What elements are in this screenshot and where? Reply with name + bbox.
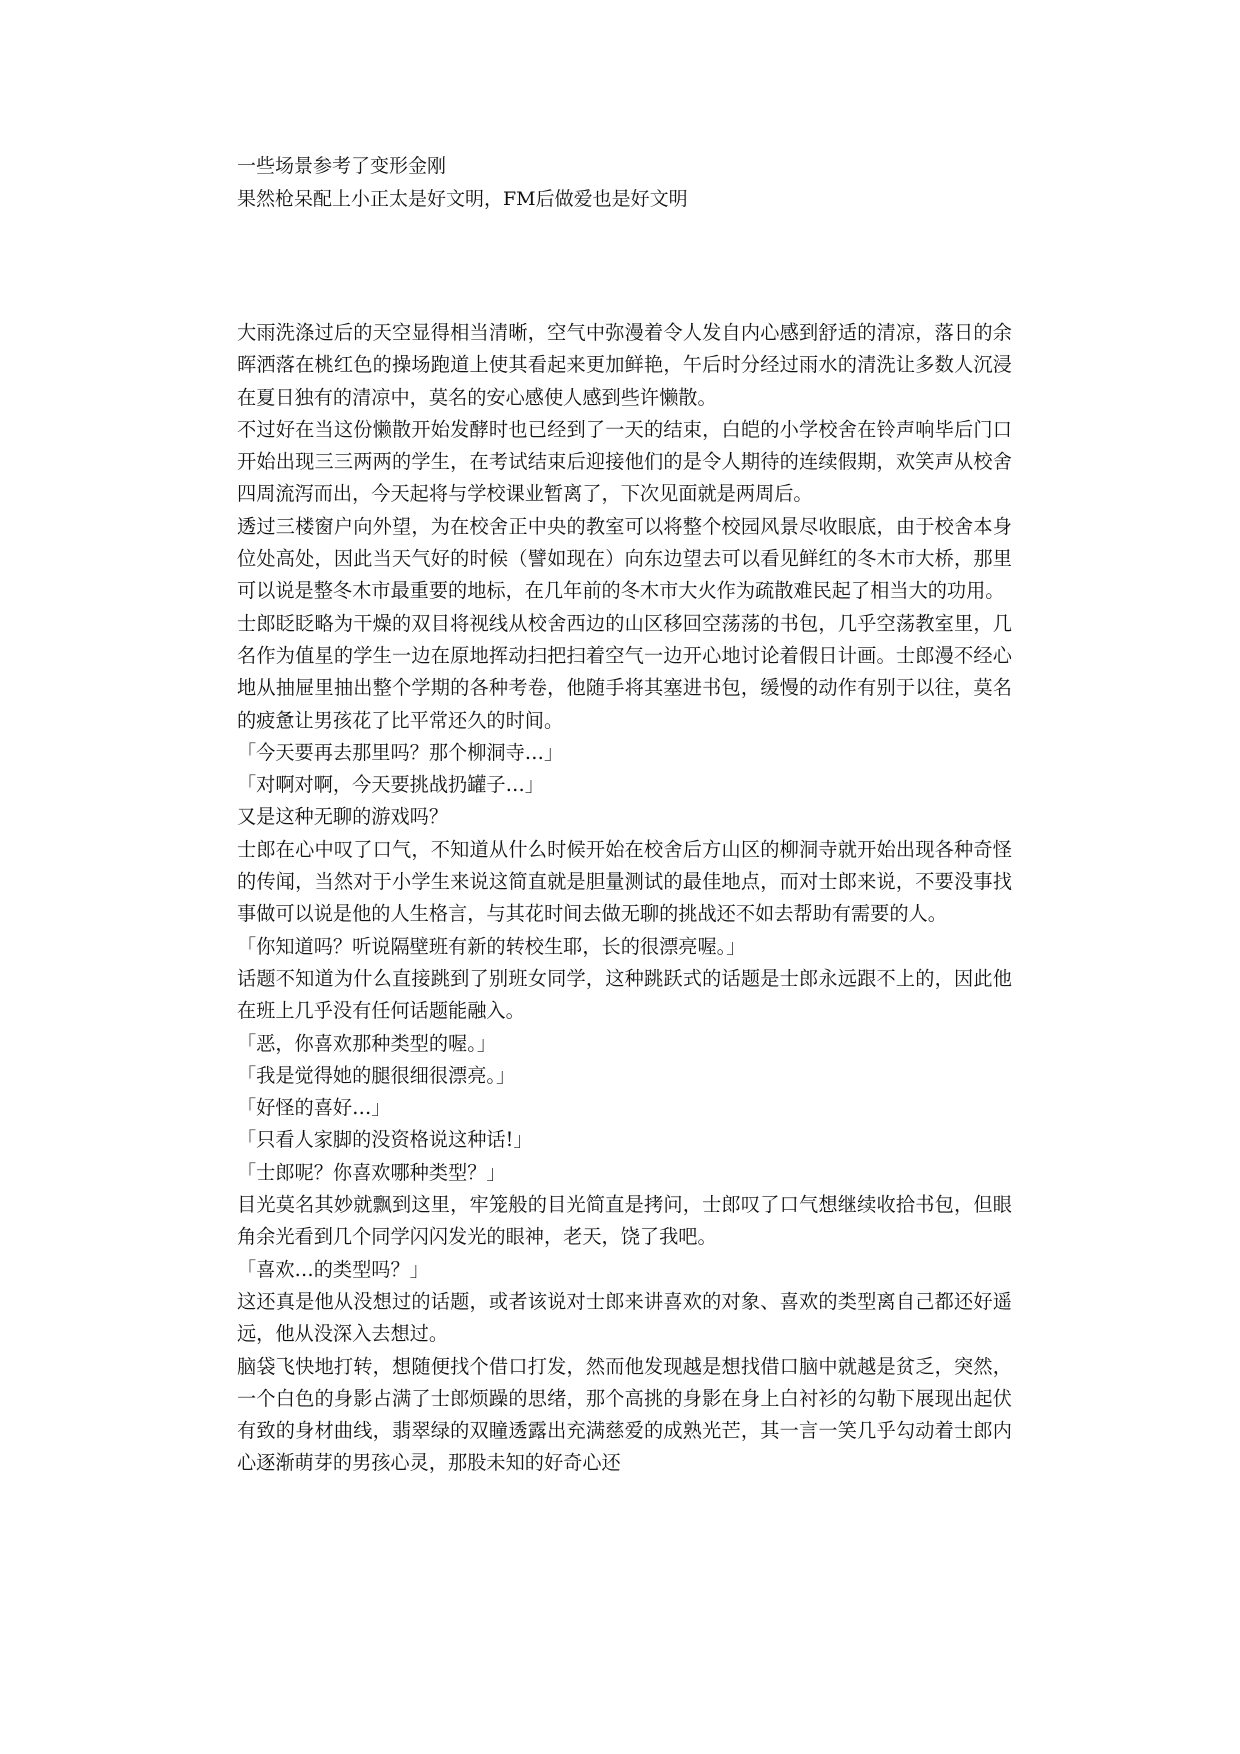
dialogue-line: 「今天要再去那里吗？那个柳洞寺…」 xyxy=(237,740,564,764)
story-paragraph: 这还真是他从没想过的话题，或者该说对士郎来讲喜欢的对象、喜欢的类型离自己都还好遥远，他从没深入去想过。 xyxy=(237,1289,1012,1346)
story-paragraph: 又是这种无聊的游戏吗？ xyxy=(237,805,449,829)
dialogue-line: 「对啊对啊，今天要挑战扔罐子…」 xyxy=(237,773,544,797)
dialogue-line: 「你知道吗？听说隔壁班有新的转校生耶，长的很漂亮喔。」 xyxy=(237,934,746,958)
document-page xyxy=(237,150,1012,1480)
dialogue-line: 「只看人家脚的没资格说这种话!」 xyxy=(237,1128,533,1152)
story-paragraph: 士郎眨眨略为干燥的双目将视线从校舍西边的山区移回空荡荡的书包，几乎空荡教室里，几名作为值星的学生一边在原地挥动扫把扫着空气一边开心地讨论着假日计画。士郎漫不经心地从抽屉里抽出整个学期的各种考卷，他随手将其塞进书包，缓慢的动作有别于以往，莫名的疲惫让男孩花了比平常还久的时间。 xyxy=(237,611,1012,732)
dialogue-line: 「喜欢…的类型吗？」 xyxy=(237,1257,429,1281)
dialogue-line: 「士郎呢？你喜欢哪种类型？」 xyxy=(237,1160,506,1184)
story-body xyxy=(237,317,1012,1480)
story-paragraph: 士郎在心中叹了口气，不知道从什么时候开始在校舍后方山区的柳洞寺就开始出现各种奇怪的传闻，当然对于小学生来说这简直就是胆量测试的最佳地点，而对士郎来说，不要没事找事做可以说是他的人生格言，与其花时间去做无聊的挑战还不如去帮助有需要的人。 xyxy=(237,837,1012,926)
author-note: 果然枪呆配上小正太是好文明，FM后做爱也是好文明 xyxy=(237,188,688,210)
story-paragraph: 目光莫名其妙就飘到这里，牢笼般的目光简直是拷问，士郎叹了口气想继续收拾书包，但眼角余光看到几个同学闪闪发光的眼神，老天，饶了我吧。 xyxy=(237,1193,1012,1249)
story-paragraph: 话题不知道为什么直接跳到了别班女同学，这种跳跃式的话题是士郎永远跟不上的，因此他在班上几乎没有任何话题能融入。 xyxy=(237,966,1012,1023)
story-paragraph: 脑袋飞快地打转，想随便找个借口打发，然而他发现越是想找借口脑中就越是贫乏，突然，一个白色的身影占满了士郎烦躁的思绪，那个高挑的身影在身上白衬衫的勾勒下展现出起伏有致的身材曲线，翡翠绿的双瞳透露出充满慈爱的成熟光芒，其一言一笑几乎勾动着士郎内心逐渐萌芽的男孩心灵，那股未知的好奇心还 xyxy=(237,1354,1012,1475)
author-notes xyxy=(237,150,1012,216)
dialogue-line: 「我是觉得她的腿很细很漂亮。」 xyxy=(237,1063,516,1087)
dialogue-line: 「好怪的喜好…」 xyxy=(237,1096,391,1120)
story-paragraph: 大雨洗涤过后的天空显得相当清晰，空气中弥漫着令人发自内心感到舒适的清凉，落日的余晖洒落在桃红色的操场跑道上使其看起来更加鲜艳，午后时分经过雨水的清洗让多数人沉浸在夏日独有的清凉中，莫名的安心感使人感到些许懒散。 xyxy=(237,321,1012,409)
author-note: 一些场景参考了变形金刚 xyxy=(237,155,447,177)
dialogue-line: 「恶，你喜欢那种类型的喔。」 xyxy=(237,1031,497,1055)
story-paragraph: 透过三楼窗户向外望，为在校舍正中央的教室可以将整个校园风景尽收眼底，由于校舍本身位处高处，因此当天气好的时候（譬如现在）向东边望去可以看见鲜红的冬木市大桥，那里可以说是整冬木市最重要的地标，在几年前的冬木市大火作为疏散难民起了相当大的功用。 xyxy=(237,514,1012,603)
story-paragraph: 不过好在当这份懒散开始发酵时也已经到了一天的结束，白皑的小学校舍在铃声响毕后门口开始出现三三两两的学生，在考试结束后迎接他们的是令人期待的连续假期，欢笑声从校舍四周流泻而出，今天起将与学校课业暂离了，下次见面就是两周后。 xyxy=(237,417,1012,506)
